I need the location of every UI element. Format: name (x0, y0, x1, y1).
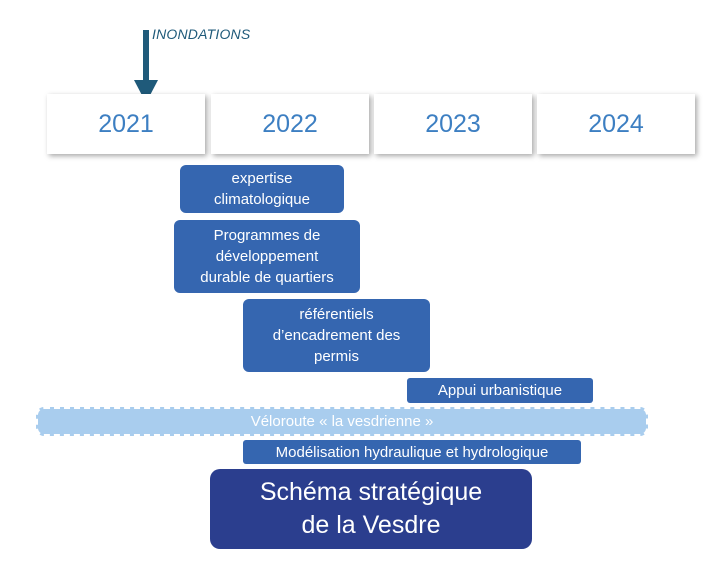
inondations-label: INONDATIONS (152, 26, 251, 42)
year-2024: 2024 (537, 94, 695, 154)
bar-veloroute: Véloroute « la vesdrienne » (36, 407, 648, 436)
flood-arrow-icon (134, 30, 158, 104)
year-2021: 2021 (47, 94, 205, 154)
year-2022: 2022 (211, 94, 369, 154)
bar-appui-urbanistique: Appui urbanistique (407, 378, 593, 403)
bar-schema-strategique: Schéma stratégique de la Vesdre (210, 469, 532, 549)
bar-expertise-climatologique: expertise climatologique (180, 165, 344, 213)
bar-modelisation-hydraulique: Modélisation hydraulique et hydrologique (243, 440, 581, 464)
bar-referentiels-permis: référentiels d’encadrement des permis (243, 299, 430, 372)
bar-programmes-developpement: Programmes de développement durable de quartiers (174, 220, 360, 293)
year-2023: 2023 (374, 94, 532, 154)
